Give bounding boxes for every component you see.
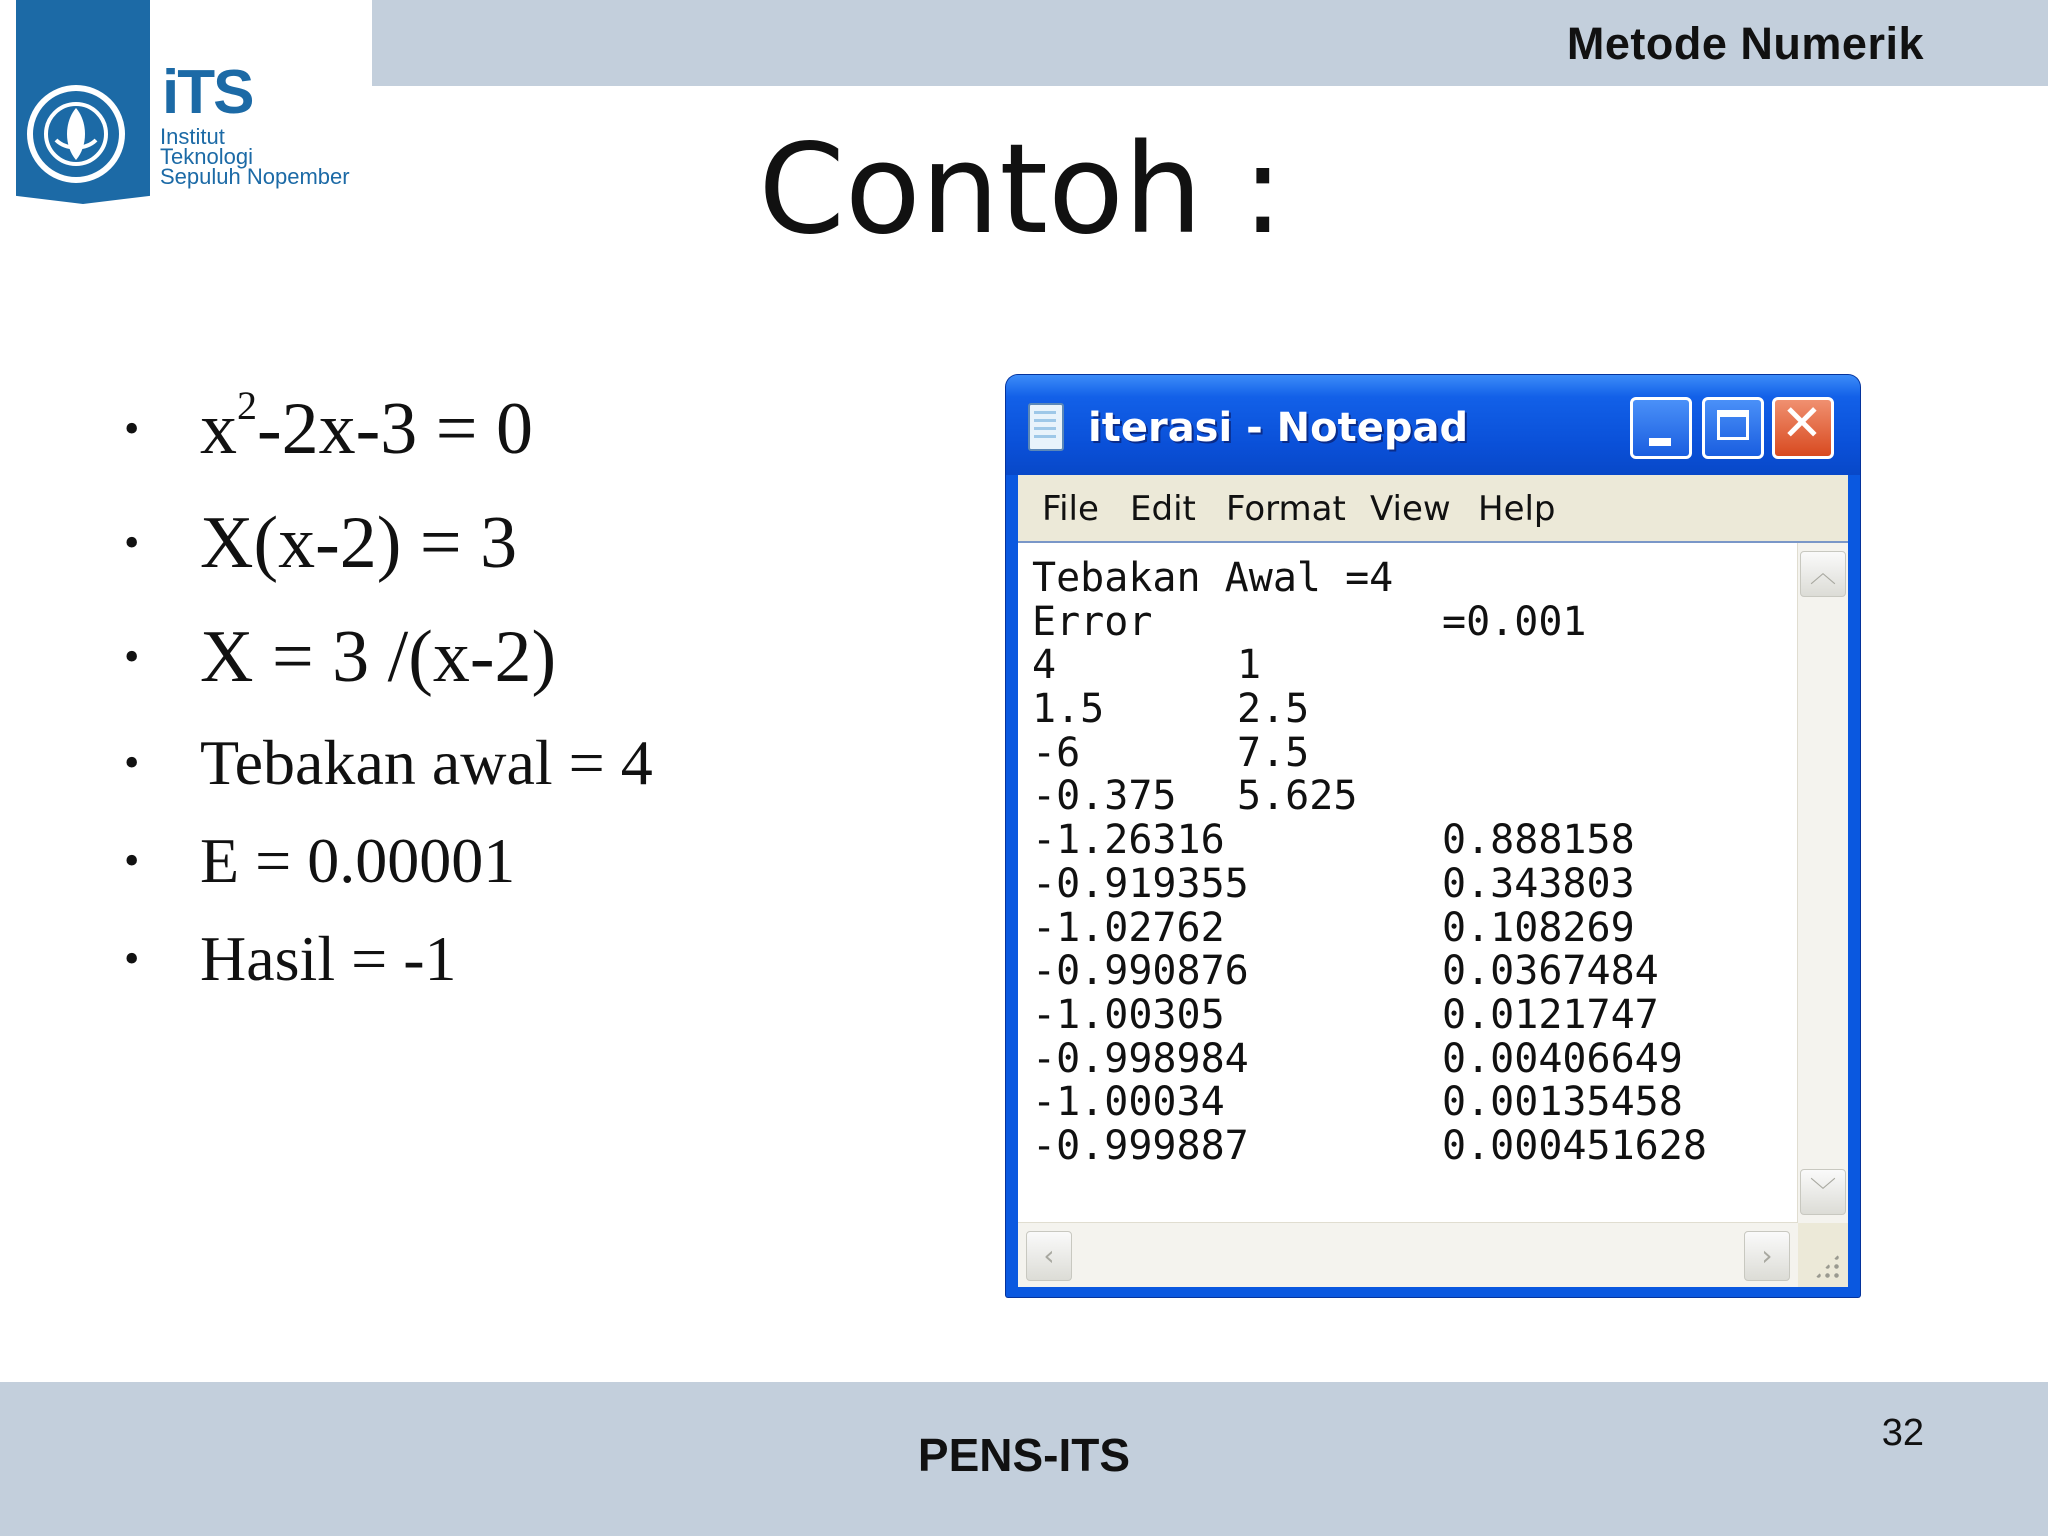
- text-line-c3: 0.00135458: [1442, 1079, 1683, 1126]
- scroll-up-button[interactable]: [1800, 551, 1846, 597]
- page-number: 32: [1881, 1412, 1924, 1454]
- menu-edit[interactable]: Edit: [1130, 489, 1196, 529]
- text-line-c3: 0.00406649: [1442, 1035, 1683, 1082]
- bullet-item: [120, 714, 653, 812]
- close-icon: ✕: [1781, 394, 1823, 452]
- slide-title: [0, 118, 2048, 262]
- equation-exponent: 2: [237, 383, 257, 429]
- text-line-c3: 0.0121747: [1442, 991, 1659, 1038]
- bullet-item: [120, 486, 653, 600]
- logo-abbreviation: iTS: [162, 58, 253, 127]
- text-line-c1: -0.999887: [1032, 1122, 1249, 1169]
- maximize-button[interactable]: [1702, 397, 1764, 459]
- text-line-c2: 5.625: [1237, 773, 1358, 820]
- window-titlebar[interactable]: [1006, 375, 1860, 475]
- bullet-icon: •: [124, 836, 140, 885]
- equation-rest: -2x-3 = 0: [257, 388, 534, 470]
- text-line-c1: 1.5: [1032, 686, 1105, 733]
- text-line-c3: 0.343803: [1442, 860, 1635, 907]
- bullet-item: [120, 600, 653, 714]
- text-line-c3: 0.000451628: [1442, 1122, 1707, 1169]
- text-line-c3: 0.0367484: [1442, 948, 1659, 995]
- menu-bar: [1018, 475, 1848, 541]
- text-line-c1: 4: [1032, 642, 1057, 689]
- bullet-text-2: X(x-2) = 3: [200, 502, 518, 584]
- bullet-item: [120, 812, 653, 910]
- text-line-c1: -1.00305: [1032, 991, 1225, 1038]
- bullet-icon: •: [124, 404, 140, 453]
- menu-format[interactable]: Format: [1226, 489, 1346, 529]
- bullet-text-5: E = 0.00001: [200, 825, 516, 896]
- text-line-c1: -0.998984: [1032, 1035, 1249, 1082]
- horizontal-scrollbar[interactable]: [1018, 1222, 1798, 1287]
- text-line-c1: -1.00034: [1032, 1079, 1225, 1126]
- scroll-right-button[interactable]: [1744, 1231, 1790, 1281]
- bullet-icon: •: [124, 518, 140, 567]
- text-line-c1: -1.26316: [1032, 817, 1225, 864]
- text-line-c1: -1.02762: [1032, 904, 1225, 951]
- minimize-icon: [1649, 438, 1671, 446]
- bullet-icon: •: [124, 632, 140, 681]
- window-title: iterasi - Notepad: [1088, 405, 1469, 451]
- text-line-c1: -0.375: [1032, 773, 1177, 820]
- slide-title-text: Contoh :: [758, 118, 1284, 262]
- menu-view[interactable]: View: [1370, 489, 1451, 529]
- chevron-left-icon: ‹: [1043, 1239, 1055, 1272]
- maximize-icon: [1717, 410, 1749, 440]
- text-line-c1: Tebakan Awal =4: [1032, 555, 1394, 601]
- course-title: Metode Numerik: [1566, 18, 1924, 69]
- text-line-c1: -0.919355: [1032, 860, 1249, 907]
- text-line-c3: 0.108269: [1442, 904, 1635, 951]
- chevron-right-icon: ›: [1761, 1239, 1773, 1272]
- menu-help[interactable]: Help: [1478, 489, 1556, 529]
- text-editor-area[interactable]: [1018, 541, 1848, 1287]
- bullet-text-6: Hasil = -1: [200, 923, 457, 994]
- text-line-c1: -6: [1032, 729, 1081, 776]
- vertical-scrollbar[interactable]: [1797, 543, 1848, 1223]
- scroll-left-button[interactable]: [1026, 1231, 1072, 1281]
- bullet-item: [120, 372, 653, 486]
- close-button[interactable]: [1772, 394, 1834, 459]
- text-line-c2: 2.5: [1237, 686, 1310, 733]
- text-line-c2: 1: [1237, 642, 1262, 689]
- minimize-button[interactable]: [1630, 397, 1692, 459]
- notepad-icon[interactable]: [1028, 403, 1064, 451]
- logo-line-1: Institut: [160, 124, 225, 149]
- bullet-list: [120, 372, 653, 1008]
- text-line-c3: =0.001: [1442, 598, 1587, 645]
- notepad-window: [1006, 375, 1860, 1297]
- bullet-text-4: Tebakan awal = 4: [200, 727, 653, 798]
- text-line-c1: Error: [1032, 598, 1153, 645]
- chevron-up-icon: ︿: [1809, 559, 1836, 589]
- bullet-text-1: [200, 383, 534, 470]
- equation-base: x: [200, 388, 237, 470]
- chevron-down-icon: ﹀: [1809, 1177, 1836, 1207]
- text-line-c2: 7.5: [1237, 729, 1310, 776]
- menu-file[interactable]: File: [1042, 489, 1099, 529]
- bullet-icon: •: [124, 934, 140, 983]
- logo-line-3: Sepuluh Nopember: [160, 164, 350, 189]
- resize-grip-icon[interactable]: [1798, 1223, 1848, 1287]
- text-line-c1: -0.990876: [1032, 948, 1249, 995]
- footer-text: PENS-ITS: [917, 1429, 1131, 1481]
- logo-line-2: Teknologi: [160, 144, 253, 169]
- text-line-c3: 0.888158: [1442, 817, 1635, 864]
- bullet-text-3: X = 3 /(x-2): [200, 616, 557, 698]
- bullet-item: [120, 910, 653, 1008]
- bullet-icon: •: [124, 738, 140, 787]
- scroll-down-button[interactable]: [1800, 1169, 1846, 1215]
